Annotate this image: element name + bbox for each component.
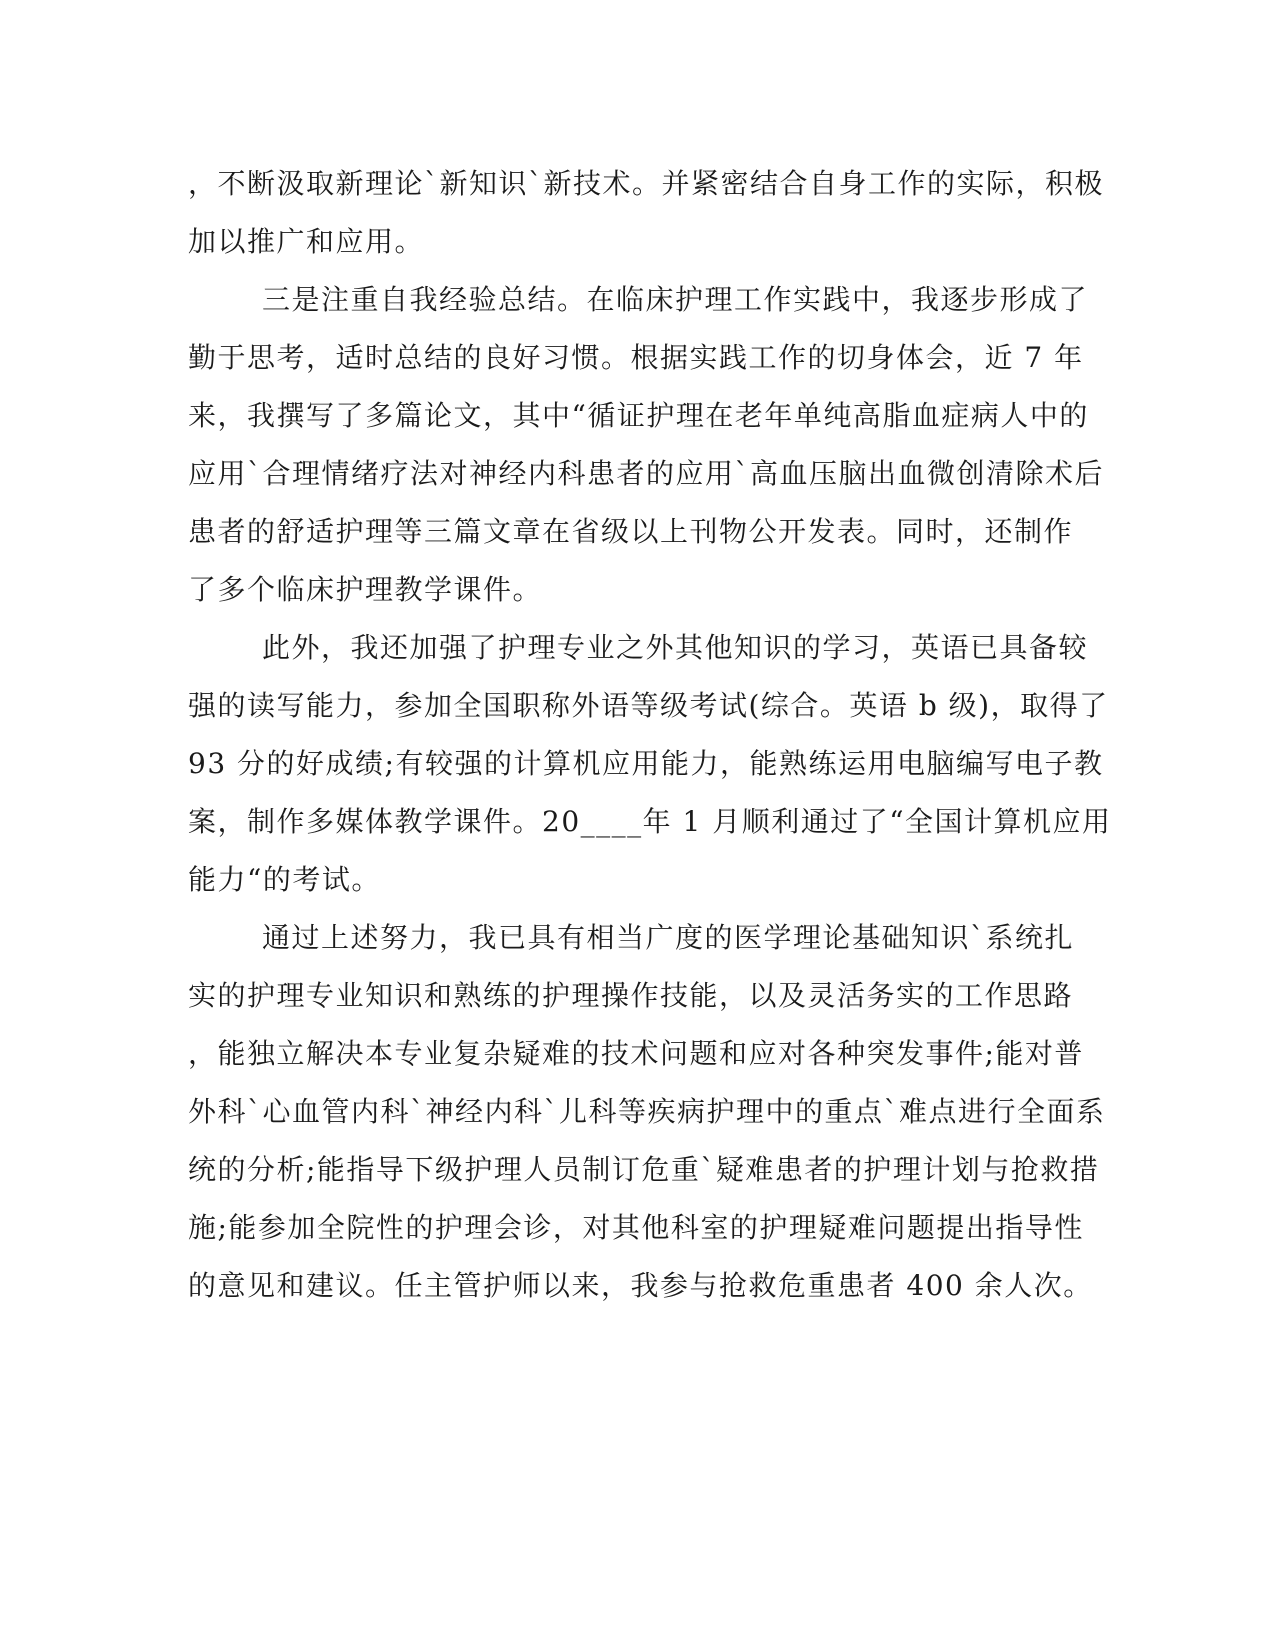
- text-line: 应用`合理情绪疗法对神经内科患者的应用`高血压脑出血微创清除术后: [188, 457, 1105, 490]
- text-line: ，不断汲取新理论`新知识`新技术。并紧密结合自身工作的实际，积极: [188, 167, 1105, 200]
- text-line: 强的读写能力，参加全国职称外语等级考试(综合。英语 b 级)，取得了: [188, 689, 1109, 722]
- text-line: 案，制作多媒体教学课件。20____年 1 月顺利通过了“全国计算机应用: [188, 805, 1112, 838]
- text-line: 施;能参加全院性的护理会诊，对其他科室的护理疑难问题提出指导性: [188, 1211, 1084, 1244]
- text-line: 实的护理专业知识和熟练的护理操作技能，以及灵活务实的工作思路: [188, 979, 1074, 1012]
- text-line: 能力“的考试。: [188, 863, 381, 896]
- text-line: 统的分析;能指导下级护理人员制订危重`疑难患者的护理计划与抢救措: [188, 1153, 1100, 1186]
- paragraph-start-line: 三是注重自我经验总结。在临床护理工作实践中，我逐步形成了: [262, 283, 1089, 316]
- text-line: 加以推广和应用。: [188, 225, 425, 258]
- text-line: 患者的舒适护理等三篇文章在省级以上刊物公开发表。同时，还制作: [188, 515, 1074, 548]
- text-line: 来，我撰写了多篇论文，其中“循证护理在老年单纯高脂血症病人中的: [188, 399, 1089, 432]
- text-line: ，能独立解决本专业复杂疑难的技术问题和应对各种突发事件;能对普: [188, 1037, 1084, 1070]
- text-line: 93 分的好成绩;有较强的计算机应用能力，能熟练运用电脑编写电子教: [188, 747, 1104, 780]
- text-line: 了多个临床护理教学课件。: [188, 573, 543, 606]
- text-line: 外科`心血管内科`神经内科`儿科等疾病护理中的重点`难点进行全面系: [188, 1095, 1106, 1128]
- text-line: 的意见和建议。任主管护师以来，我参与抢救危重患者 400 余人次。: [188, 1269, 1093, 1302]
- paragraph-start-line: 通过上述努力，我已具有相当广度的医学理论基础知识`系统扎: [262, 921, 1075, 954]
- text-line: 勤于思考，适时总结的良好习惯。根据实践工作的切身体会，近 7 年: [188, 341, 1084, 374]
- paragraph-start-line: 此外，我还加强了护理专业之外其他知识的学习，英语已具备较: [262, 631, 1089, 664]
